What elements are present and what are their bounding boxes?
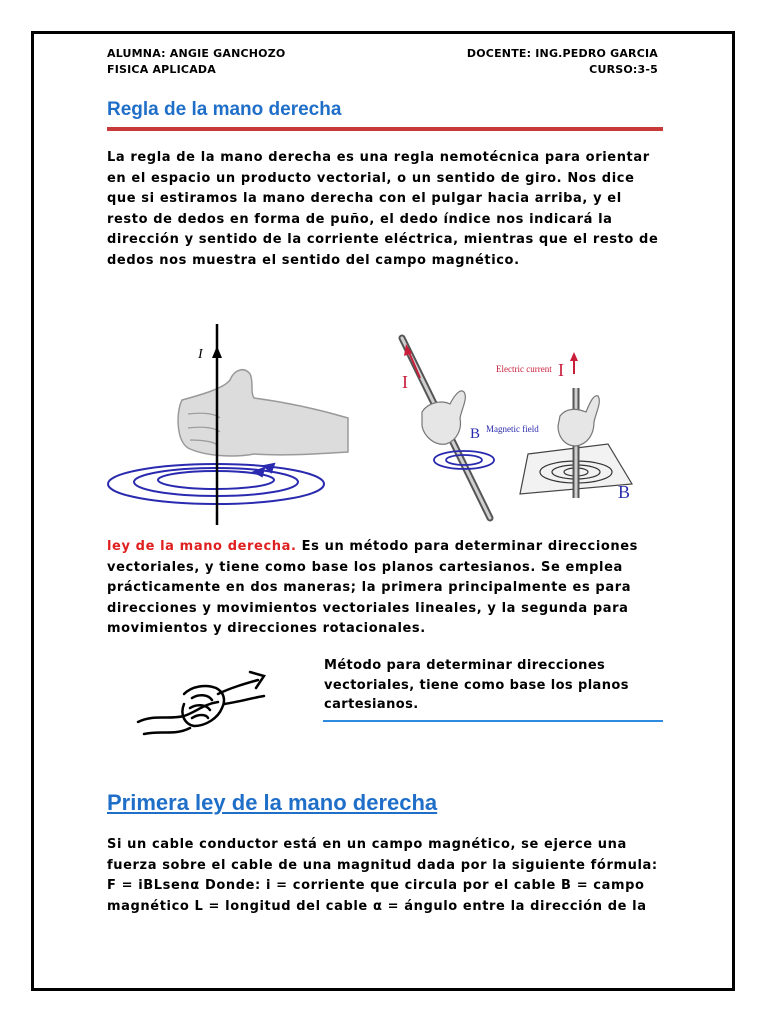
method-paragraph-text: Es un método para determinar direcciones vectoriales, y tiene como base los planos cartesianos. Se emplea prácticamente en dos maneras; la primera principalmente es para direcciones y movimientos vectoriales lineales, y la segunda para movimientos y direcciones rotacionales. xyxy=(107,539,639,636)
teacher-name: DOCENTE: ING.PEDRO GARCIA xyxy=(466,47,658,60)
hand-sketch-figure xyxy=(134,664,284,744)
magnetic-field-label: Magnetic field xyxy=(486,424,539,434)
header-teacher-info xyxy=(466,46,658,78)
section-title-primera-ley: Primera ley de la mano derecha xyxy=(107,790,438,815)
left-current-label: I xyxy=(402,372,408,392)
magnetic-field-figure xyxy=(398,332,648,527)
current-label: I xyxy=(198,347,203,362)
student-name: ALUMNA: ANGIE GANCHOZO xyxy=(107,47,286,60)
left-b-label: B xyxy=(470,426,481,442)
course-number: CURSO:3-5 xyxy=(589,63,658,76)
right-current-label: I xyxy=(558,360,564,380)
title-underline-rule xyxy=(107,127,663,131)
electric-current-label: Electric current xyxy=(496,364,552,374)
hand-illustration xyxy=(178,370,348,456)
header-student-info xyxy=(107,46,285,78)
intro-paragraph: La regla de la mano derecha es una regla nemotécnica para orientar en el espacio un producto vectorial, o un sentido de giro. Nos dice que si estiramos la mano derecha con el pulgar hacia arriba, y el resto de dedos en forma de puño, el dedo índice nos indicará la dirección y sentido de la corriente eléctrica, mientras que el resto de dedos nos muestra el sentido del campo magnético. xyxy=(107,150,659,268)
side-description: Método para determinar direcciones vectoriales, tiene como base los planos cartesianos. xyxy=(324,658,629,712)
method-paragraph xyxy=(107,537,667,640)
right-hand-wire-figure xyxy=(104,322,354,527)
side-underline-rule xyxy=(323,720,663,722)
highlight-term: ley de la mano derecha. xyxy=(107,539,297,554)
right-b-label: B xyxy=(618,482,631,502)
formula-paragraph: Si un cable conductor está en un campo magnético, se ejerce una fuerza sobre el cable de una magnitud dada por la siguiente fórmula: F = iBLsenα Donde: i = corriente que circula por el cable B = campo magnético L = longitud del cable α = ángulo entre la dirección de la xyxy=(107,837,658,914)
section-title-regla: Regla de la mano derecha xyxy=(107,99,342,120)
course-subject: FISICA APLICADA xyxy=(107,63,216,76)
right-current-arrow xyxy=(570,352,578,374)
